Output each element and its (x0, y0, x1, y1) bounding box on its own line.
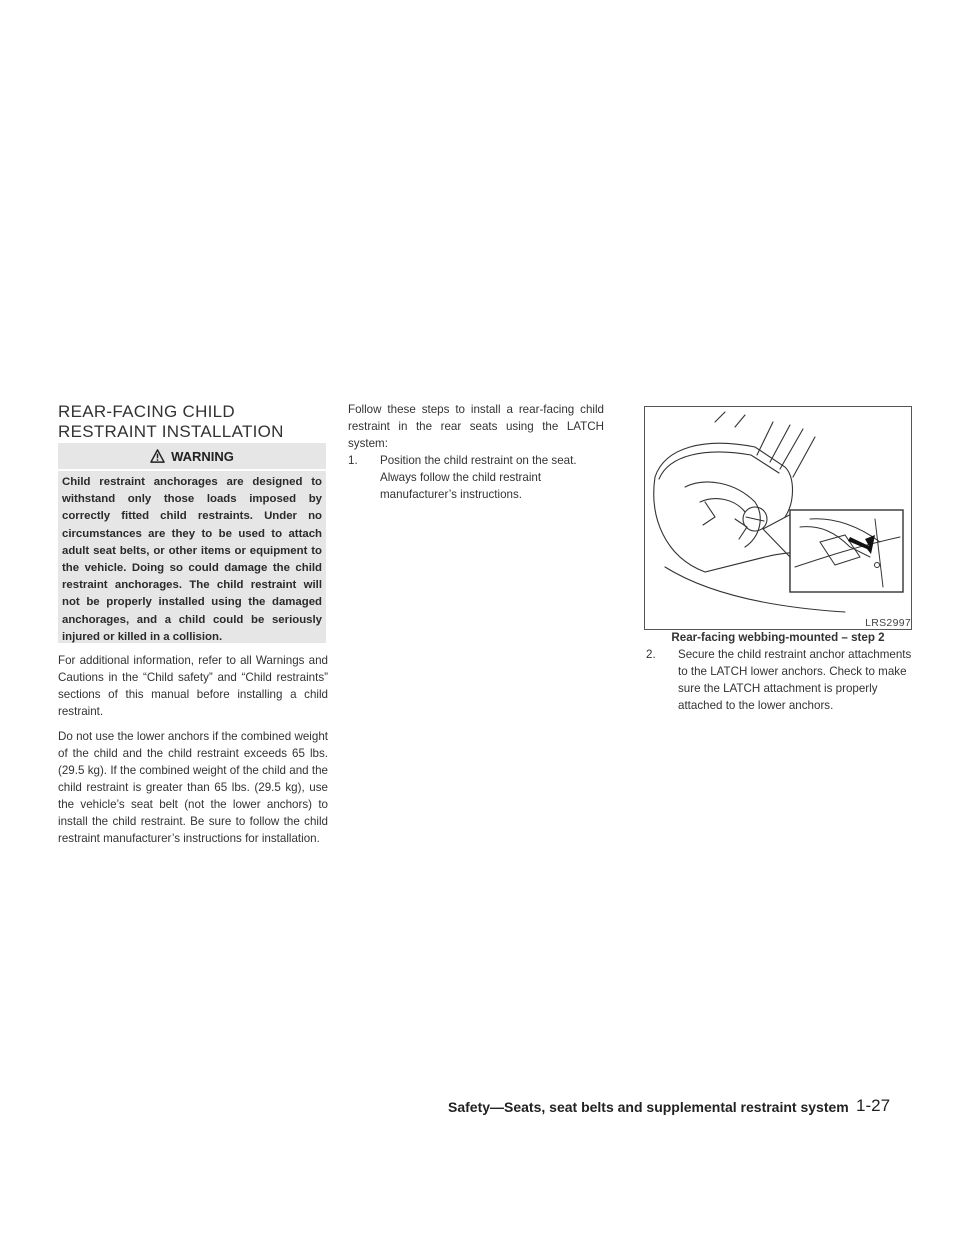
page-number: 1-27 (856, 1096, 891, 1115)
additional-info-paragraph: For additional information, refer to all Warnings and Cautions in the “Child safety” and “Child restraints” sections of this manual before installing a child restraint. (58, 654, 328, 718)
heading-line: REAR-FACING CHILD (58, 402, 236, 421)
weight-limit-paragraph: Do not use the lower anchors if the combined weight of the child and the child restraint exceeds 65 lbs. (29.5 kg). If the combined weight of the child and the child restraint is greater than 65 lbs. (29.5 kg), use the vehicle’s seat belt (not the lower anchors) to install the child restraint. Be sure to follow the child restraint manufacturer’s instructions for installation. (58, 730, 328, 845)
figure-illustration (644, 406, 912, 630)
steps-intro: Follow these steps to install a rear-facing child restraint in the rear seats using the LATCH system: (348, 403, 604, 450)
step-item (348, 452, 606, 503)
warning-text: Child restraint anchorages are designed to withstand only those loads imposed by correctly fitted child restraints. Under no circumstances are they to be used to attach adult seat belts, or other items or equipment to the vehicle. Doing so could damage the child restraint anchorages. The child restraint will not be properly installed using the damaged anchorages, and a child could be seriously injured or killed in a collision. (62, 476, 322, 643)
heading-line: RESTRAINT INSTALLATION (58, 422, 284, 441)
warning-header (58, 443, 326, 469)
warning-label: WARNING (171, 448, 234, 464)
figure-caption: Rear-facing webbing-mounted – step 2 (671, 631, 885, 644)
step-item (646, 646, 916, 714)
footer-section-title: Safety—Seats, seat belts and supplemental restraint system (448, 1099, 849, 1115)
step-text: Secure the child restraint anchor attachments to the LATCH lower anchors. Check to make sure the LATCH attachment is properly attached to the lower anchors. (678, 648, 912, 712)
warning-triangle-icon (150, 449, 165, 463)
step-number: 1. (348, 454, 358, 467)
figure-code: LRS2997 (865, 617, 911, 629)
child-seat-illustration (645, 407, 911, 629)
step-text: Position the child restraint on the seat. Always follow the child restraint manufacturer’s instructions. (380, 454, 577, 501)
step-number: 2. (646, 648, 656, 661)
